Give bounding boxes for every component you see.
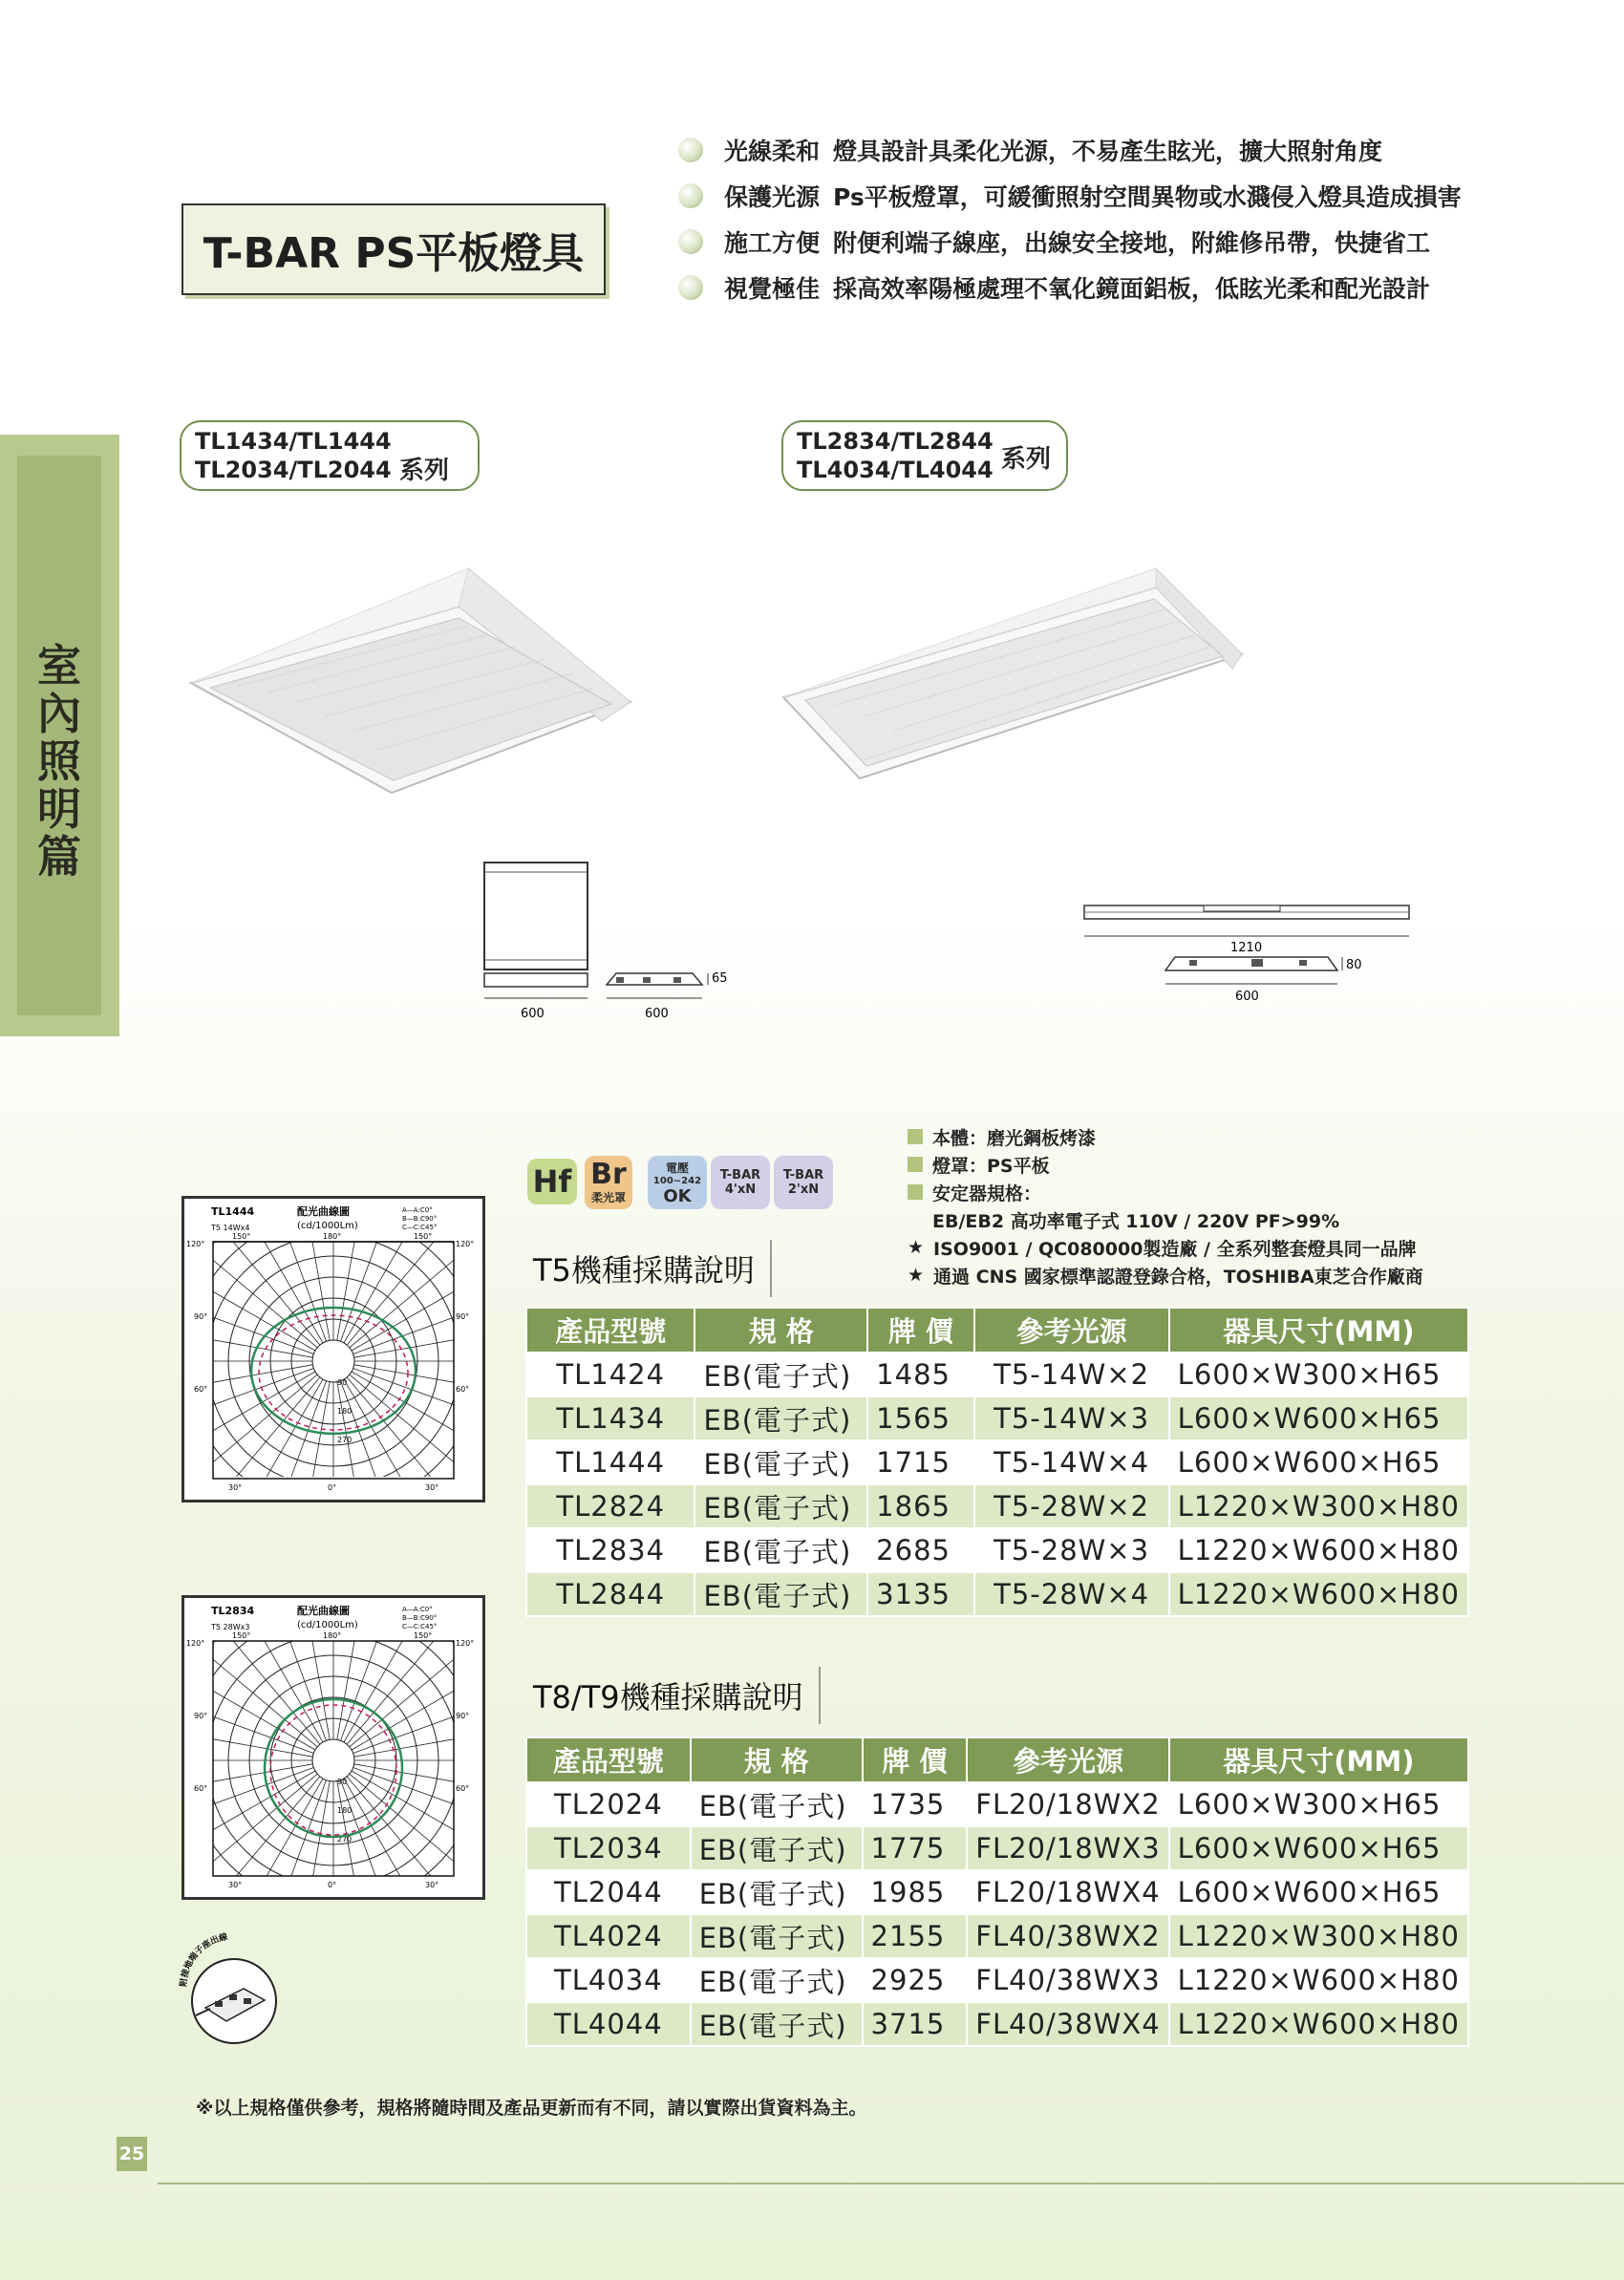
table-row (526, 1353, 1468, 1396)
spec-text: 安定器規格： (932, 1183, 1042, 1204)
hf-badge (527, 1159, 577, 1204)
feature-head: 保護光源 (724, 183, 821, 211)
footer-rule (158, 2183, 1624, 2184)
cell-spec: EB(電子式) (694, 1572, 867, 1616)
cell-size: L600×W600×H65 (1169, 1870, 1468, 1914)
cell-lamp: T5-14W×4 (974, 1440, 1169, 1484)
page-title: T-BAR PS平板燈具 (203, 229, 585, 278)
svg-text:60°: 60° (194, 1784, 208, 1793)
col-model: 產品型號 (526, 1737, 691, 1782)
dim-height: 65 (712, 971, 728, 986)
spec-text: 通過 CNS 國家標準認證登錄合格，TOSHIBA東芝合作廠商 (933, 1266, 1423, 1288)
feature-1 (678, 131, 1382, 169)
feature-2 (678, 177, 1462, 215)
cell-size: L600×W300×H65 (1169, 1353, 1468, 1396)
cell-model: TL1444 (526, 1440, 694, 1484)
series-label-left (180, 420, 480, 491)
cell-size: L1220×W600×H80 (1169, 1528, 1468, 1572)
cell-spec: EB(電子式) (691, 1870, 863, 1914)
cell-model: TL2034 (526, 1826, 691, 1870)
polar-model: TL1444 (211, 1205, 255, 1218)
col-lamp: 參考光源 (974, 1308, 1169, 1353)
cell-model: TL2824 (526, 1484, 694, 1528)
table-row (526, 1396, 1468, 1440)
cell-lamp: FL20/18WX4 (967, 1870, 1168, 1914)
cell-lamp: T5-14W×2 (974, 1353, 1169, 1396)
spec-line-5 (908, 1234, 1417, 1261)
cell-price: 1565 (867, 1396, 973, 1440)
cell-model: TL4034 (526, 1958, 691, 2002)
cell-spec: EB(電子式) (691, 1826, 863, 1870)
polar-unit: (cd/1000Lm) (297, 1620, 358, 1630)
spec-text: EB/EB2 高功率電子式 110V / 220V PF>99% (932, 1210, 1340, 1232)
polar-diagram-2 (182, 1595, 485, 1900)
dim-height-right: 80 (1346, 958, 1362, 972)
cell-spec: EB(電子式) (694, 1440, 867, 1484)
polar-legend-c: C—C:C45° (402, 1224, 438, 1231)
svg-text:120°: 120° (456, 1240, 475, 1248)
footnote: ※以上規格僅供參考，規格將隨時間及產品更新而有不同，請以實際出貨資料為主。 (196, 2098, 867, 2119)
series-codes (195, 427, 392, 484)
svg-text:30°: 30° (425, 1881, 439, 1889)
svg-text:90°: 90° (194, 1712, 208, 1720)
feature-head: 施工方便 (724, 229, 821, 257)
voltage-badge (648, 1156, 707, 1209)
cell-model: TL4024 (526, 1914, 691, 1958)
fixture-rectangular-image (779, 564, 1256, 783)
star-icon: ★ (908, 1265, 925, 1286)
polar-unit: (cd/1000Lm) (297, 1221, 358, 1231)
table-row (526, 1528, 1468, 1572)
svg-text:0°: 0° (328, 1483, 337, 1492)
cell-lamp: T5-14W×3 (974, 1396, 1169, 1440)
dim-width: 600 (521, 1007, 545, 1021)
feature-head: 光線柔和 (724, 138, 821, 165)
cell-lamp: T5-28W×3 (974, 1528, 1169, 1572)
table-row (526, 1440, 1468, 1484)
tbar4-top: T-BAR (719, 1168, 761, 1183)
tbar-4-badge (711, 1156, 770, 1209)
bullet-icon (678, 138, 703, 162)
svg-text:180°: 180° (323, 1631, 342, 1640)
table-row (526, 1870, 1468, 1914)
tbar2-top: T-BAR (782, 1168, 824, 1183)
table-row (526, 1484, 1468, 1528)
cell-price: 1735 (863, 1782, 968, 1826)
cell-lamp: FL40/38WX3 (967, 1958, 1168, 2002)
t5-table (525, 1307, 1469, 1617)
fixture-square-image (182, 559, 650, 798)
side-tab-label: 室 內 照 明 篇 (37, 640, 81, 883)
page-number: 25 (117, 2137, 147, 2171)
feature-text: 採高效率陽極處理不氧化鏡面鋁板，低眩光柔和配光設計 (833, 275, 1431, 303)
cell-lamp: FL20/18WX3 (967, 1826, 1168, 1870)
cell-size: L1220×W300×H80 (1169, 1914, 1468, 1958)
spec-text: ISO9001 / QC080000製造廠 / 全系列整套燈具同一品牌 (933, 1238, 1417, 1260)
cell-size: L1220×W600×H80 (1169, 1572, 1468, 1616)
svg-text:30°: 30° (228, 1881, 243, 1889)
cell-lamp: FL40/38WX4 (967, 2002, 1168, 2046)
series-line-1: TL2834/TL2844 (797, 428, 994, 455)
square-bullet-icon (908, 1184, 923, 1200)
cell-model: TL4044 (526, 2002, 691, 2046)
svg-text:180: 180 (337, 1806, 353, 1815)
cell-model: TL2844 (526, 1572, 694, 1616)
polar-title: 配光曲線圖 (297, 1205, 350, 1218)
br-badge (585, 1156, 632, 1209)
t8-table (525, 1737, 1469, 2047)
cell-size: L600×W600×H65 (1169, 1826, 1468, 1870)
col-spec: 規 格 (694, 1308, 867, 1353)
cell-price: 3715 (863, 2002, 968, 2046)
col-spec: 規 格 (691, 1737, 863, 1782)
spec-line-4 (932, 1206, 1339, 1233)
svg-text:90°: 90° (456, 1712, 470, 1720)
svg-text:0°: 0° (328, 1881, 337, 1889)
svg-text:90: 90 (337, 1778, 348, 1786)
svg-text:150°: 150° (414, 1232, 433, 1241)
cell-model: TL2024 (526, 1782, 691, 1826)
polar-legend-b: B—B:C90° (402, 1614, 438, 1622)
svg-text:60°: 60° (456, 1784, 470, 1793)
polar-legend-a: A—A:C0° (402, 1206, 433, 1214)
spec-line-1 (908, 1123, 1096, 1150)
terminal-block-image (177, 1929, 291, 2049)
feature-3 (678, 223, 1430, 261)
polar-legend-c: C—C:C45° (402, 1623, 438, 1630)
series-label-right (781, 420, 1068, 491)
cell-size: L1220×W300×H80 (1169, 1484, 1468, 1528)
table-header-row (526, 1737, 1468, 1782)
spec-line-2 (908, 1151, 1050, 1178)
cell-price: 1985 (863, 1870, 968, 1914)
cell-lamp: T5-28W×2 (974, 1484, 1169, 1528)
table-row (526, 2002, 1468, 2046)
col-size: 器具尺寸(MM) (1169, 1308, 1468, 1353)
table-row (526, 1826, 1468, 1870)
cell-spec: EB(電子式) (691, 1782, 863, 1826)
cell-price: 1865 (867, 1484, 973, 1528)
side-tab-inner (17, 456, 101, 1015)
cell-size: L600×W600×H65 (1169, 1396, 1468, 1440)
cell-size: L1220×W600×H80 (1169, 1958, 1468, 2002)
svg-text:180°: 180° (323, 1232, 342, 1241)
voltage-top: 電壓 (665, 1161, 689, 1175)
feature-4 (678, 268, 1430, 307)
dim-depth: 600 (645, 1007, 669, 1021)
series-line-1: TL1434/TL1444 (195, 428, 392, 455)
side-tab (0, 435, 119, 1036)
svg-text:120°: 120° (186, 1240, 205, 1248)
cell-spec: EB(電子式) (691, 1958, 863, 2002)
svg-text:90°: 90° (194, 1312, 208, 1321)
bullet-icon (678, 229, 703, 254)
voltage-ok: OK (663, 1185, 692, 1206)
svg-text:90°: 90° (456, 1312, 470, 1321)
feature-head: 視覺極佳 (724, 275, 821, 303)
cell-spec: EB(電子式) (691, 1914, 863, 1958)
svg-text:60°: 60° (194, 1385, 208, 1394)
svg-text:120°: 120° (456, 1639, 475, 1648)
cell-lamp: T5-28W×4 (974, 1572, 1169, 1616)
series-suffix: 系列 (1001, 445, 1052, 474)
series-line-2: TL2034/TL2044 (195, 457, 392, 483)
cell-size: L1220×W600×H80 (1169, 2002, 1468, 2046)
cell-lamp: FL20/18WX2 (967, 1782, 1168, 1826)
series-suffix: 系列 (399, 457, 450, 485)
col-price: 牌 價 (867, 1308, 973, 1353)
cell-price: 1775 (863, 1826, 968, 1870)
polar-model: TL2834 (211, 1605, 255, 1617)
polar-legend-b: B—B:C90° (402, 1215, 438, 1223)
feature-text: 附便利端子線座，出線安全接地，附維修吊帶，快捷省工 (833, 229, 1431, 257)
spec-text: 本體：磨光鋼板烤漆 (932, 1127, 1097, 1149)
spec-line-6 (908, 1262, 1423, 1289)
col-price: 牌 價 (863, 1737, 968, 1782)
dimension-drawing-left (473, 855, 759, 1027)
dim-length: 1210 (1230, 941, 1263, 955)
svg-text:60°: 60° (456, 1385, 470, 1394)
cell-model: TL1424 (526, 1353, 694, 1396)
feature-text: Ps平板燈罩，可緩衝照射空間異物或水濺侵入燈具造成損害 (833, 183, 1462, 211)
terminal-label: 附接地端子座出線 (179, 1932, 229, 1988)
svg-text:150°: 150° (232, 1232, 251, 1241)
t5-section-title: T5機種採購說明 (533, 1240, 772, 1297)
cell-price: 2925 (863, 1958, 968, 2002)
cell-spec: EB(電子式) (694, 1396, 867, 1440)
tbar2-bottom: 2'xN (787, 1183, 820, 1197)
t8-section-title: T8/T9機種採購說明 (533, 1667, 821, 1724)
polar-lamp: T5 14Wx4 (211, 1224, 250, 1232)
feature-text: 燈具設計具柔化光源，不易產生眩光，擴大照射角度 (833, 138, 1383, 165)
br-label: Br (590, 1157, 627, 1191)
square-bullet-icon (908, 1157, 923, 1172)
svg-text:180: 180 (337, 1407, 353, 1416)
svg-text:30°: 30° (425, 1483, 439, 1492)
spec-text: 燈罩：PS平板 (932, 1155, 1050, 1177)
title-box (182, 203, 606, 295)
spec-line-3 (908, 1179, 1041, 1205)
cell-price: 3135 (867, 1572, 973, 1616)
svg-text:270: 270 (337, 1835, 353, 1843)
cell-price: 1485 (867, 1353, 973, 1396)
cell-model: TL2044 (526, 1870, 691, 1914)
square-bullet-icon (908, 1129, 923, 1144)
br-sub-label: 柔光罩 (590, 1190, 626, 1204)
svg-text:270: 270 (337, 1436, 353, 1444)
cell-price: 2155 (863, 1914, 968, 1958)
cell-price: 1715 (867, 1440, 973, 1484)
cell-price: 2685 (867, 1528, 973, 1572)
cell-spec: EB(電子式) (694, 1353, 867, 1396)
cell-lamp: FL40/38WX2 (967, 1914, 1168, 1958)
polar-diagram-1 (182, 1196, 485, 1502)
hf-label: Hf (532, 1163, 572, 1200)
cell-model: TL2834 (526, 1528, 694, 1572)
col-lamp: 參考光源 (967, 1737, 1168, 1782)
col-size: 器具尺寸(MM) (1169, 1737, 1468, 1782)
dim-width-right: 600 (1235, 990, 1259, 1004)
voltage-range: 100~242 (652, 1175, 702, 1186)
table-row (526, 1958, 1468, 2002)
bullet-icon (678, 275, 703, 300)
cell-size: L600×W600×H65 (1169, 1440, 1468, 1484)
table-row (526, 1914, 1468, 1958)
svg-text:120°: 120° (186, 1639, 205, 1648)
polar-lamp: T5 28Wx3 (211, 1623, 250, 1631)
cell-model: TL1434 (526, 1396, 694, 1440)
polar-title: 配光曲線圖 (297, 1605, 350, 1617)
svg-text:30°: 30° (228, 1483, 243, 1492)
col-model: 產品型號 (526, 1308, 694, 1353)
tbar4-bottom: 4'xN (724, 1183, 757, 1197)
svg-text:90: 90 (337, 1378, 348, 1387)
series-line-2: TL4034/TL4044 (797, 457, 994, 483)
cell-spec: EB(電子式) (694, 1528, 867, 1572)
table-header-row (526, 1308, 1468, 1353)
dimension-drawing-right (1075, 898, 1438, 1012)
series-codes (797, 427, 994, 484)
bullet-icon (678, 183, 703, 208)
table-row (526, 1782, 1468, 1826)
cell-size: L600×W300×H65 (1169, 1782, 1468, 1826)
cell-spec: EB(電子式) (691, 2002, 863, 2046)
table-row (526, 1572, 1468, 1616)
polar-legend-a: A—A:C0° (402, 1606, 433, 1613)
svg-text:150°: 150° (232, 1631, 251, 1640)
cell-spec: EB(電子式) (694, 1484, 867, 1528)
svg-text:150°: 150° (414, 1631, 433, 1640)
star-icon: ★ (908, 1237, 925, 1258)
tbar-2-badge (774, 1156, 833, 1209)
